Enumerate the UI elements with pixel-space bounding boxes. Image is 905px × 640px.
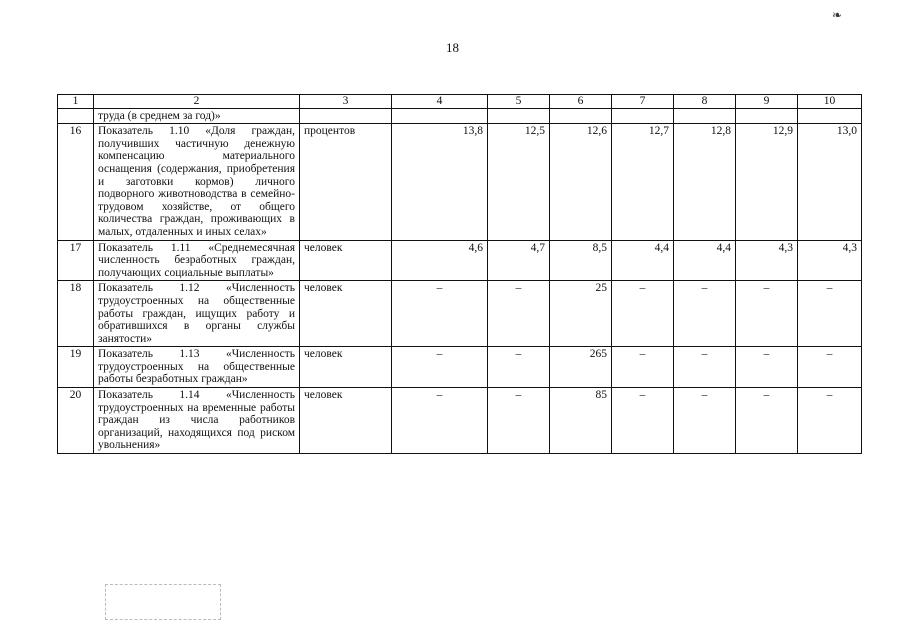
indicator-description: Показатель 1.10 «Доля граждан, получивших частичную денежную компенсацию материального оснащения (содержания, приобретения и заготовки кормов) личного подворного животноводства в семейно-трудовом хозяйстве, от общего количества граждан, проживающих в малых, отдаленных и иных селах» xyxy=(94,124,300,240)
value-cell: 265 xyxy=(550,347,612,388)
table-body xyxy=(58,95,862,454)
value-cell: 12,7 xyxy=(612,124,674,240)
unit-cell: человек xyxy=(300,281,392,347)
table-row xyxy=(58,240,862,281)
value-cell: – xyxy=(392,281,488,347)
value-cell: 13,0 xyxy=(798,124,862,240)
value-cell: 4,3 xyxy=(736,240,798,281)
value-cell: 12,9 xyxy=(736,124,798,240)
row-number: 17 xyxy=(58,240,94,281)
value-cell: – xyxy=(488,347,550,388)
value-cell: 12,8 xyxy=(674,124,736,240)
header-cell: 5 xyxy=(488,95,550,109)
value-cell: 12,5 xyxy=(488,124,550,240)
value-cell: 25 xyxy=(550,281,612,347)
value-cell: 4,3 xyxy=(798,240,862,281)
page-number: 18 xyxy=(446,40,459,55)
corner-mark: ❧ xyxy=(832,8,843,22)
value-cell: – xyxy=(612,281,674,347)
value-cell: – xyxy=(736,347,798,388)
indicator-description: Показатель 1.14 «Численность трудоустроенных на временные работы граждан из числа работников организаций, находящихся под риском увольнения» xyxy=(94,388,300,454)
value-cell: – xyxy=(488,281,550,347)
value-cell: – xyxy=(798,388,862,454)
table-row xyxy=(58,281,862,347)
header-cell: 9 xyxy=(736,95,798,109)
indicator-description: Показатель 1.13 «Численность трудоустроенных на общественные работы безработных граждан» xyxy=(94,347,300,388)
table-row xyxy=(58,124,862,240)
row-number: 16 xyxy=(58,124,94,240)
value-cell: – xyxy=(798,347,862,388)
indicator-description: Показатель 1.12 «Численность трудоустроенных на общественные работы граждан, ищущих работу и обратившихся в органы службы занятости» xyxy=(94,281,300,347)
value-cell: 4,4 xyxy=(612,240,674,281)
header-cell: 4 xyxy=(392,95,488,109)
header-cell: 8 xyxy=(674,95,736,109)
faded-stamp xyxy=(105,584,221,620)
row-number: 19 xyxy=(58,347,94,388)
header-row xyxy=(58,95,862,109)
value-cell: – xyxy=(674,347,736,388)
indicator-description: Показатель 1.11 «Среднемесячная численность безработных граждан, получающих социальные выплаты» xyxy=(94,240,300,281)
value-cell: – xyxy=(488,388,550,454)
header-cell: 3 xyxy=(300,95,392,109)
header-cell: 7 xyxy=(612,95,674,109)
value-cell: 85 xyxy=(550,388,612,454)
unit-cell: человек xyxy=(300,388,392,454)
value-cell: – xyxy=(674,388,736,454)
value-cell: – xyxy=(612,388,674,454)
value-cell: – xyxy=(392,388,488,454)
value-cell: 4,6 xyxy=(392,240,488,281)
row-number: 20 xyxy=(58,388,94,454)
header-cell: 2 xyxy=(94,95,300,109)
continuation-text: труда (в среднем за год)» xyxy=(94,108,300,124)
continuation-row xyxy=(58,108,862,124)
value-cell: 8,5 xyxy=(550,240,612,281)
value-cell: – xyxy=(612,347,674,388)
value-cell: 12,6 xyxy=(550,124,612,240)
table-row xyxy=(58,347,862,388)
indicators-table xyxy=(57,94,862,454)
unit-cell: человек xyxy=(300,240,392,281)
value-cell: – xyxy=(736,281,798,347)
value-cell: – xyxy=(674,281,736,347)
unit-cell: человек xyxy=(300,347,392,388)
value-cell: – xyxy=(798,281,862,347)
value-cell: – xyxy=(392,347,488,388)
value-cell: 13,8 xyxy=(392,124,488,240)
header-cell: 6 xyxy=(550,95,612,109)
table-row xyxy=(58,388,862,454)
row-number: 18 xyxy=(58,281,94,347)
value-cell: – xyxy=(736,388,798,454)
header-cell: 10 xyxy=(798,95,862,109)
value-cell: 4,4 xyxy=(674,240,736,281)
unit-cell: процентов xyxy=(300,124,392,240)
value-cell: 4,7 xyxy=(488,240,550,281)
header-cell: 1 xyxy=(58,95,94,109)
